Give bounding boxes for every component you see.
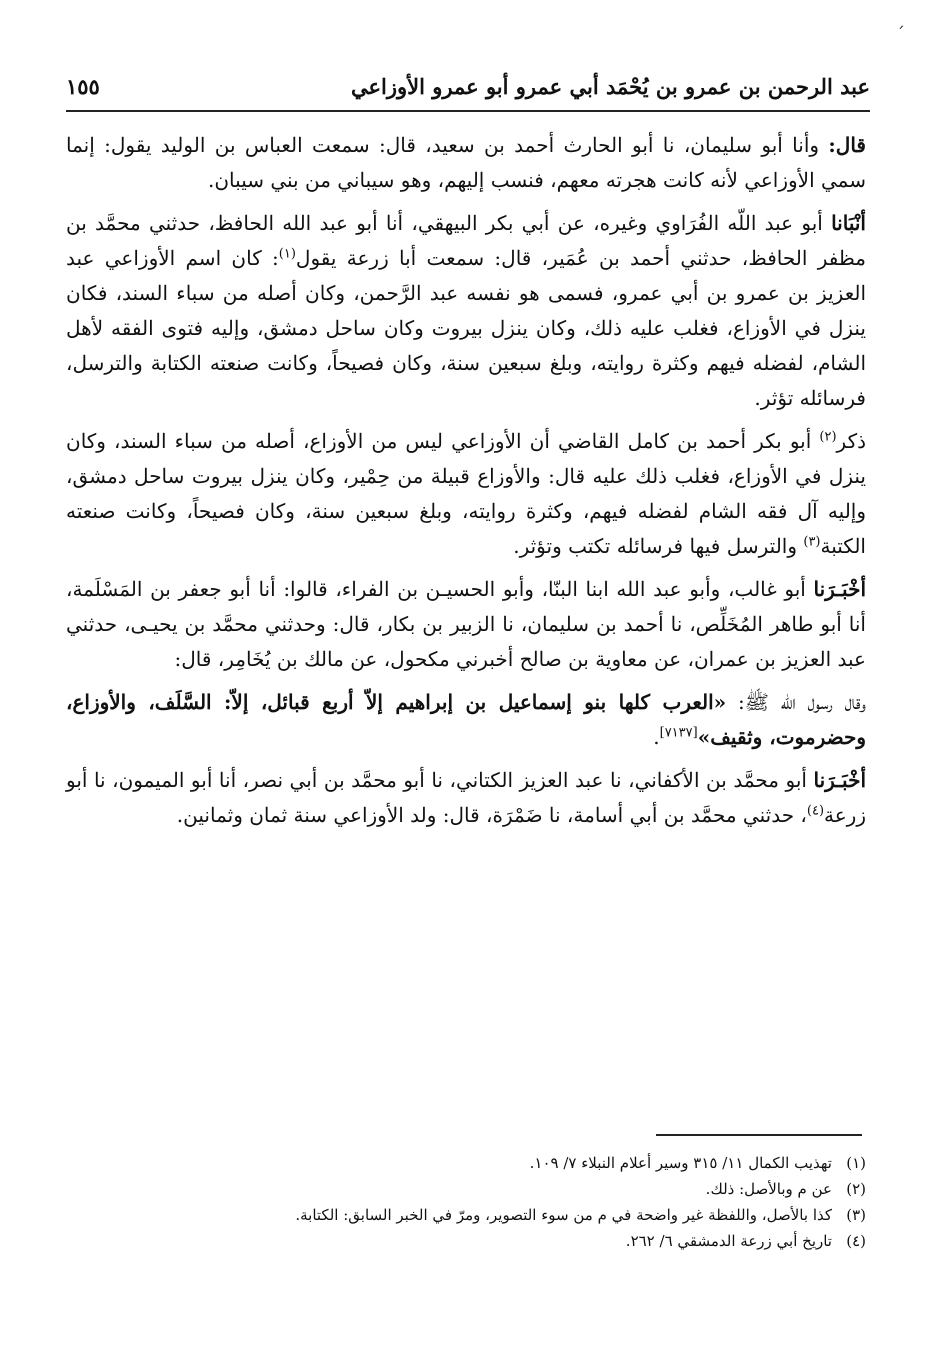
footnote-number: (٢) (846, 1180, 866, 1198)
footnote-ref: (٢) (819, 429, 837, 445)
paragraph-text: : كان اسم الأوزاعي عبد العزيز بن عمرو بن أبي عمرو، فسمى هو نفسه عبد الرَّحمن، وكان أصله من سباء السند، فكان ينزل في الأوزاع، فغلب عليه ذلك، وكان ينزل بيروت وكان ساحل دمشق، وإليه فتوى الفقه لأهل الشام، لفضله فيهم وكثرة روايته، وبلغ سبعين سنة، وكان فصيحاً، وكانت صنعته الكتابة والترسل، فرسائله تؤثر. (66, 246, 867, 410)
running-title: عبد الرحمن بن عمرو بن يُحْمَد أبي عمرو أبو عمرو الأوزاعي (350, 73, 870, 99)
footnote-text: تاريخ أبي زرعة الدمشقي ٦/ ٢٦٢. (625, 1232, 832, 1250)
footnote (66, 1176, 866, 1202)
footnote-text: كذا بالأصل، واللفظة غير واضحة في م من سوء التصوير، ومرّ في الخبر السابق: الكتابة. (295, 1206, 832, 1224)
footnote (66, 1150, 866, 1176)
paragraph-3 (66, 424, 866, 564)
margin-mark: ˊ (896, 24, 905, 45)
paragraph-text: والترسل فيها فرسائله تكتب وتؤثر. (513, 534, 804, 558)
paragraph-5 (66, 685, 866, 755)
paragraph-1 (66, 128, 866, 198)
footnote-number: (٤) (846, 1232, 866, 1250)
paragraph-text: وأنا أبو سليمان، نا أبو الحارث أحمد بن سعيد، قال: سمعت العباس بن الوليد يقول: إنما سمي الأوزاعي لأنه كانت هجرته معهم، فنسب إليهم، وهو سيباني من بني سيبان. (66, 133, 866, 192)
paragraph-4 (66, 572, 866, 677)
paragraph-text: وقال رسول الله ﷺ: (726, 690, 866, 714)
footnote-ref: (١) (278, 246, 296, 262)
page-header (66, 66, 870, 106)
paragraph-6 (66, 763, 866, 833)
paragraph-text: ، حدثني محمَّد بن أبي أسامة، نا ضَمْرَة، قال: ولد الأوزاعي سنة ثمان وثمانين. (176, 803, 807, 827)
paragraph-lead: أخْبَـرَنا (813, 577, 866, 601)
paragraph-text: أبو محمَّد بن الأكفاني، نا عبد العزيز الكتاني، نا أبو محمَّد بن أبي نصر، أنا أبو الميمون، نا أبو زرعة (66, 768, 866, 827)
footnotes (66, 1150, 866, 1254)
footnote-rule (656, 1134, 862, 1136)
footnote (66, 1202, 866, 1228)
paragraph-text: أبو بكر أحمد بن كامل القاضي أن الأوزاعي ليس من الأوزاع، أصله من سباء السند، وكان ينزل في الأوزاع، فغلب ذلك عليه قال: والأوزاع قبيلة من حِمْير، وكان ينزل بيروت ساحل دمشق، وإليه آل فقه الشام لفضله فيهم، وكثرة روايته، وبلغ سبعين سنة، وكان فصيحاً، وكانت صنعته الكتبة (66, 429, 866, 558)
paragraph-end: . (653, 725, 660, 749)
hadith-quote: «العرب كلها بنو إسماعيل بن إبراهيم إلاّ أربع قبائل، إلاّ: السَّلَف، والأوزاع، وحضرموت، وثقيف» (66, 690, 866, 749)
footnote (66, 1228, 866, 1254)
footnote-text: عن م وبالأصل: ذلك. (705, 1180, 832, 1198)
hadith-number: [٧١٣٧] (659, 725, 698, 741)
paragraph-text: أبو عبد اللّه الفُرَاوي وغيره، عن أبي بكر البيهقي، أنا أبو عبد الله الحافظ، حدثني محمَّد بن مظفر الحافظ، حدثني أحمد بن عُمَير، قال: سمعت أبا زرعة يقول (66, 211, 866, 270)
paragraph-lead: قال: (828, 133, 866, 157)
paragraph-2 (66, 206, 866, 416)
paragraph-text: ذكر (836, 429, 866, 453)
page-number: ١٥٥ (66, 73, 100, 99)
header-rule (66, 110, 870, 112)
paragraph-lead: أخْبَـرَنا (813, 768, 866, 792)
paragraph-text: أبو غالب، وأبو عبد الله ابنا البنّا، وأبو الحسيـن بن الفراء، قالوا: أنا أبو جعفر بن المَسْلَمة، أنا أبو طاهر المُخَلِّص، نا أحمد بن سليمان، نا الزبير بن بكار، قال: وحدثني محمَّد بن يحيـى، حدثني عبد العزيز بن عمران، عن معاوية بن صالح أخبرني مكحول، عن مالك بن يُخَامِر، قال: (66, 577, 866, 671)
footnote-ref: (٣) (803, 534, 821, 550)
footnote-number: (١) (846, 1154, 866, 1172)
footnote-text: تهذيب الكمال ١١/ ٣١٥ وسير أعلام النبلاء ٧/ ١٠٩. (529, 1154, 832, 1172)
main-text (66, 128, 866, 841)
paragraph-lead: أنْبَانا (831, 211, 866, 235)
footnote-number: (٣) (846, 1206, 866, 1224)
footnote-ref: (٤) (806, 803, 825, 819)
